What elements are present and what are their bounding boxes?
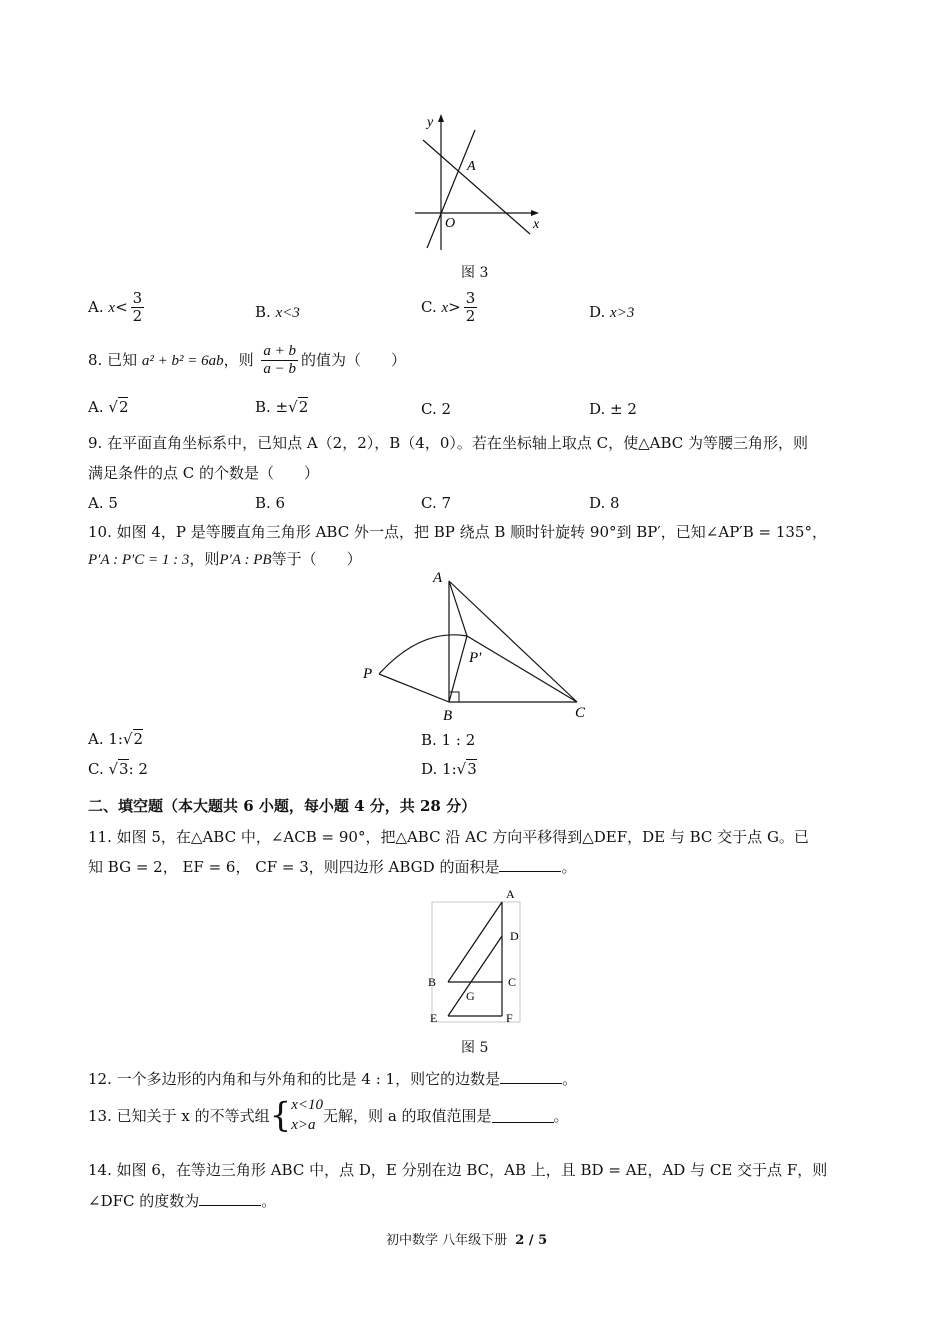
q10-option-a: A. 1:√2 [88, 730, 144, 748]
q9-option-b: B. 6 [255, 494, 286, 512]
section-2-title: 二、填空题（本大题共 6 小题，每小题 4 分，共 28 分） [88, 797, 477, 815]
inequality-system: x<10 x>a [291, 1097, 324, 1134]
fraction: $\frac{a + b}{a - b}$ [263, 343, 297, 378]
fig5-label-e: E [430, 1011, 438, 1025]
fig3-label-x: x [533, 217, 540, 232]
answer-blank [492, 1108, 554, 1123]
fig4-label-b: B [443, 708, 453, 724]
figure-3 [405, 110, 555, 255]
q14-line-1: 14. 如图 6，在等边三角形 ABC 中，点 D，E 分别在边 BC，AB 上，且 BD = AE，AD 与 CE 交于点 F，则 [88, 1161, 828, 1179]
q8-option-b: B. ±√2 [255, 398, 309, 416]
figure-5 [420, 884, 530, 1026]
q12-stem: 12. 一个多边形的内角和与外角和的比是 4 : 1，则它的边数是 。 [88, 1070, 578, 1088]
q7-option-c: C. x> $\frac{3}{2}$ [421, 289, 476, 326]
q7-option-a: A. x< $\frac{3}{2}$ [88, 289, 143, 326]
figure-3-caption: 图 3 [461, 265, 489, 281]
fig5-label-d: D [510, 929, 519, 943]
q9-option-c: C. 7 [421, 494, 452, 512]
fig5-label-b: B [428, 975, 437, 989]
fig3-label-o: O [445, 216, 456, 231]
q10-option-b: B. 1 : 2 [421, 731, 476, 749]
q8-option-d: D. ± 2 [589, 400, 637, 418]
page-footer: 初中数学 八年级下册 2 / 5 [386, 1233, 548, 1248]
q8-option-a: A. √2 [88, 398, 129, 416]
q10-option-d: D. 1:√3 [421, 760, 477, 778]
answer-blank [500, 1069, 562, 1084]
q10-line-1: 10. 如图 4，P 是等腰直角三角形 ABC 外一点，把 BP 绕点 B 顺时针旋转 90°到 BP′，已知∠AP′B = 135°， [88, 523, 827, 541]
figure-5-caption: 图 5 [461, 1040, 489, 1056]
fig4-label-p: P [363, 666, 373, 682]
q8-option-c: C. 2 [421, 400, 452, 418]
q7-option-b: B. x<3 [255, 303, 300, 321]
q10-line-2: P′A : P′C = 1 : 3，则P′A : PB等于（ ） [88, 550, 362, 568]
answer-blank [199, 1191, 261, 1206]
answer-blank [499, 857, 561, 872]
fig5-label-f: F [506, 1011, 513, 1025]
q13-stem: 13. 已知关于 x 的不等式组{x<10 x>a无解，则 a 的取值范围是 。 [88, 1095, 569, 1136]
fig4-label-c: C [575, 705, 586, 721]
fig4-label-p-prime: P′ [469, 650, 482, 666]
fig4-label-a: A [433, 570, 443, 586]
q7-option-d: D. x>3 [589, 303, 635, 321]
fig5-label-c: C [508, 975, 517, 989]
q9-option-d: D. 8 [589, 494, 620, 512]
fig3-label-y: y [427, 115, 434, 130]
fig3-label-a: A [467, 159, 476, 174]
q11-line-1: 11. 如图 5，在△ABC 中，∠ACB = 90°，把△ABC 沿 AC 方向平移得到△DEF，DE 与 BC 交于点 G。已 [88, 828, 809, 846]
brace-icon: { [269, 1095, 292, 1136]
q14-line-2: ∠DFC 的度数为 。 [88, 1192, 277, 1210]
fraction: $\frac{3}{2}$ [465, 289, 476, 326]
q8-stem: 8. 已知 a² + b² = 6ab，则 $\frac{a + b}{a - b}$ 的值为（ ） [88, 343, 407, 378]
page-number: 2 / 5 [515, 1233, 548, 1248]
q10-option-c: C. √3: 2 [88, 760, 148, 778]
fraction: $\frac{3}{2}$ [132, 289, 143, 326]
q11-line-2: 知 BG = 2， EF = 6， CF = 3，则四边形 ABGD 的面积是 。 [88, 858, 577, 876]
q9-line-1: 9. 在平面直角坐标系中，已知点 A（2，2），B（4，0）。若在坐标轴上取点 C，使△ABC 为等腰三角形，则 [88, 434, 809, 452]
fig5-label-a: A [506, 887, 515, 901]
q9-line-2: 满足条件的点 C 的个数是（ ） [88, 464, 320, 482]
q9-option-a: A. 5 [88, 494, 118, 512]
figure-4 [355, 566, 595, 726]
fig5-label-g: G [466, 989, 475, 1003]
